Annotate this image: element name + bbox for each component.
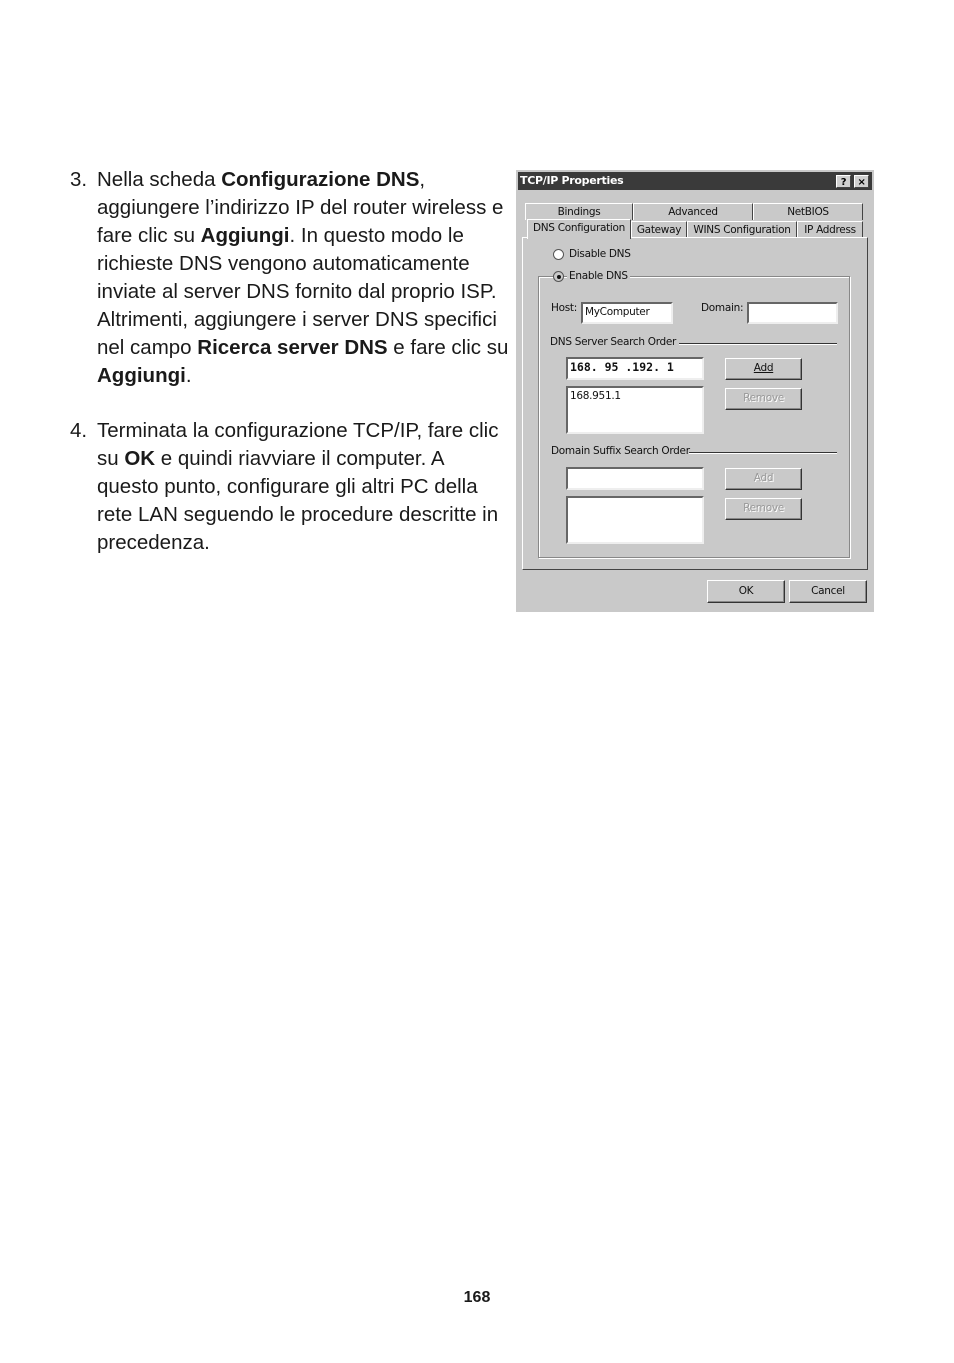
step-number: 4. [70,419,88,442]
step-3 [70,166,510,390]
text-run: . In questo modo le richieste DNS vengono automaticamente inviate al server DNS fornito dal proprio ISP. Altrimenti, aggiungere i server DNS specifici nel campo [97,224,497,359]
text-run: , aggiungere l’indirizzo IP del router wireless e fare clic su [97,168,504,247]
disable-dns-label: Disable DNS [569,248,631,260]
domain-label: Domain: [701,302,744,314]
step-4 [70,417,510,557]
dns-server-search-order-label: DNS Server Search Order [550,336,677,348]
dns-server-list[interactable] [566,386,704,434]
bold-term: Aggiungi [97,364,186,387]
text-run: . [185,364,192,387]
cancel-button[interactable]: Cancel [789,580,867,603]
text-run: Nella scheda [97,168,222,191]
tab-wins-configuration[interactable]: WINS Configuration [687,221,797,238]
dns-server-list-item[interactable]: 168.951.1 [570,390,621,402]
radio-selected-dot [557,275,561,279]
remove-dns-button[interactable]: Remove [725,388,802,410]
tcpip-properties-dialog [516,170,874,612]
text-run: e fare clic su [387,336,509,359]
text-run: Terminata la configurazione TCP/IP, fare clic su [97,419,499,470]
host-input[interactable]: MyComputer [581,302,673,324]
bold-term: Aggiungi [200,224,290,247]
tab-gateway[interactable]: Gateway [631,221,687,238]
host-label: Host: [551,302,577,314]
enable-dns-label: Enable DNS [569,270,628,282]
instruction-steps [70,166,510,584]
tab-dns-configuration[interactable]: DNS Configuration [527,219,631,239]
add-suffix-button[interactable]: Add [725,468,802,490]
dialog-titlebar[interactable] [518,172,872,190]
add-dns-button[interactable] [725,358,802,380]
separator-line [689,452,837,454]
separator-line [679,343,837,345]
enable-dns-radio[interactable] [553,271,564,282]
bold-term: Configurazione DNS [221,168,420,191]
step-number: 3. [70,168,88,191]
text-run: e quindi riavviare il computer. A questo punto, configurare gli altri PC della rete LAN seguendo le procedure descritte in precedenza. [97,447,499,554]
bold-term: OK [124,447,156,470]
remove-suffix-button[interactable]: Remove [725,498,802,520]
dns-server-input[interactable]: 168. 95 .192. 1 [566,357,704,380]
help-button[interactable]: ? [836,175,851,188]
tab-ip-address[interactable]: IP Address [797,221,863,238]
step-text [97,419,498,554]
domain-suffix-search-order-label: Domain Suffix Search Order [551,445,690,457]
ok-button[interactable]: OK [707,580,785,603]
step-text [97,168,508,387]
tab-advanced[interactable]: Advanced [633,203,753,220]
disable-dns-radio[interactable] [553,249,564,260]
tab-netbios[interactable]: NetBIOS [753,203,863,220]
add-dns-button-label: Add [753,362,774,374]
domain-suffix-input[interactable] [566,467,704,490]
tab-bindings[interactable]: Bindings [525,203,633,220]
domain-suffix-list[interactable] [566,496,704,544]
bold-term: Ricerca server DNS [197,336,388,359]
page-number: 168 [463,1289,491,1306]
dialog-title: TCP/IP Properties [520,174,624,187]
close-button[interactable]: × [854,175,869,188]
domain-input[interactable] [747,302,838,324]
